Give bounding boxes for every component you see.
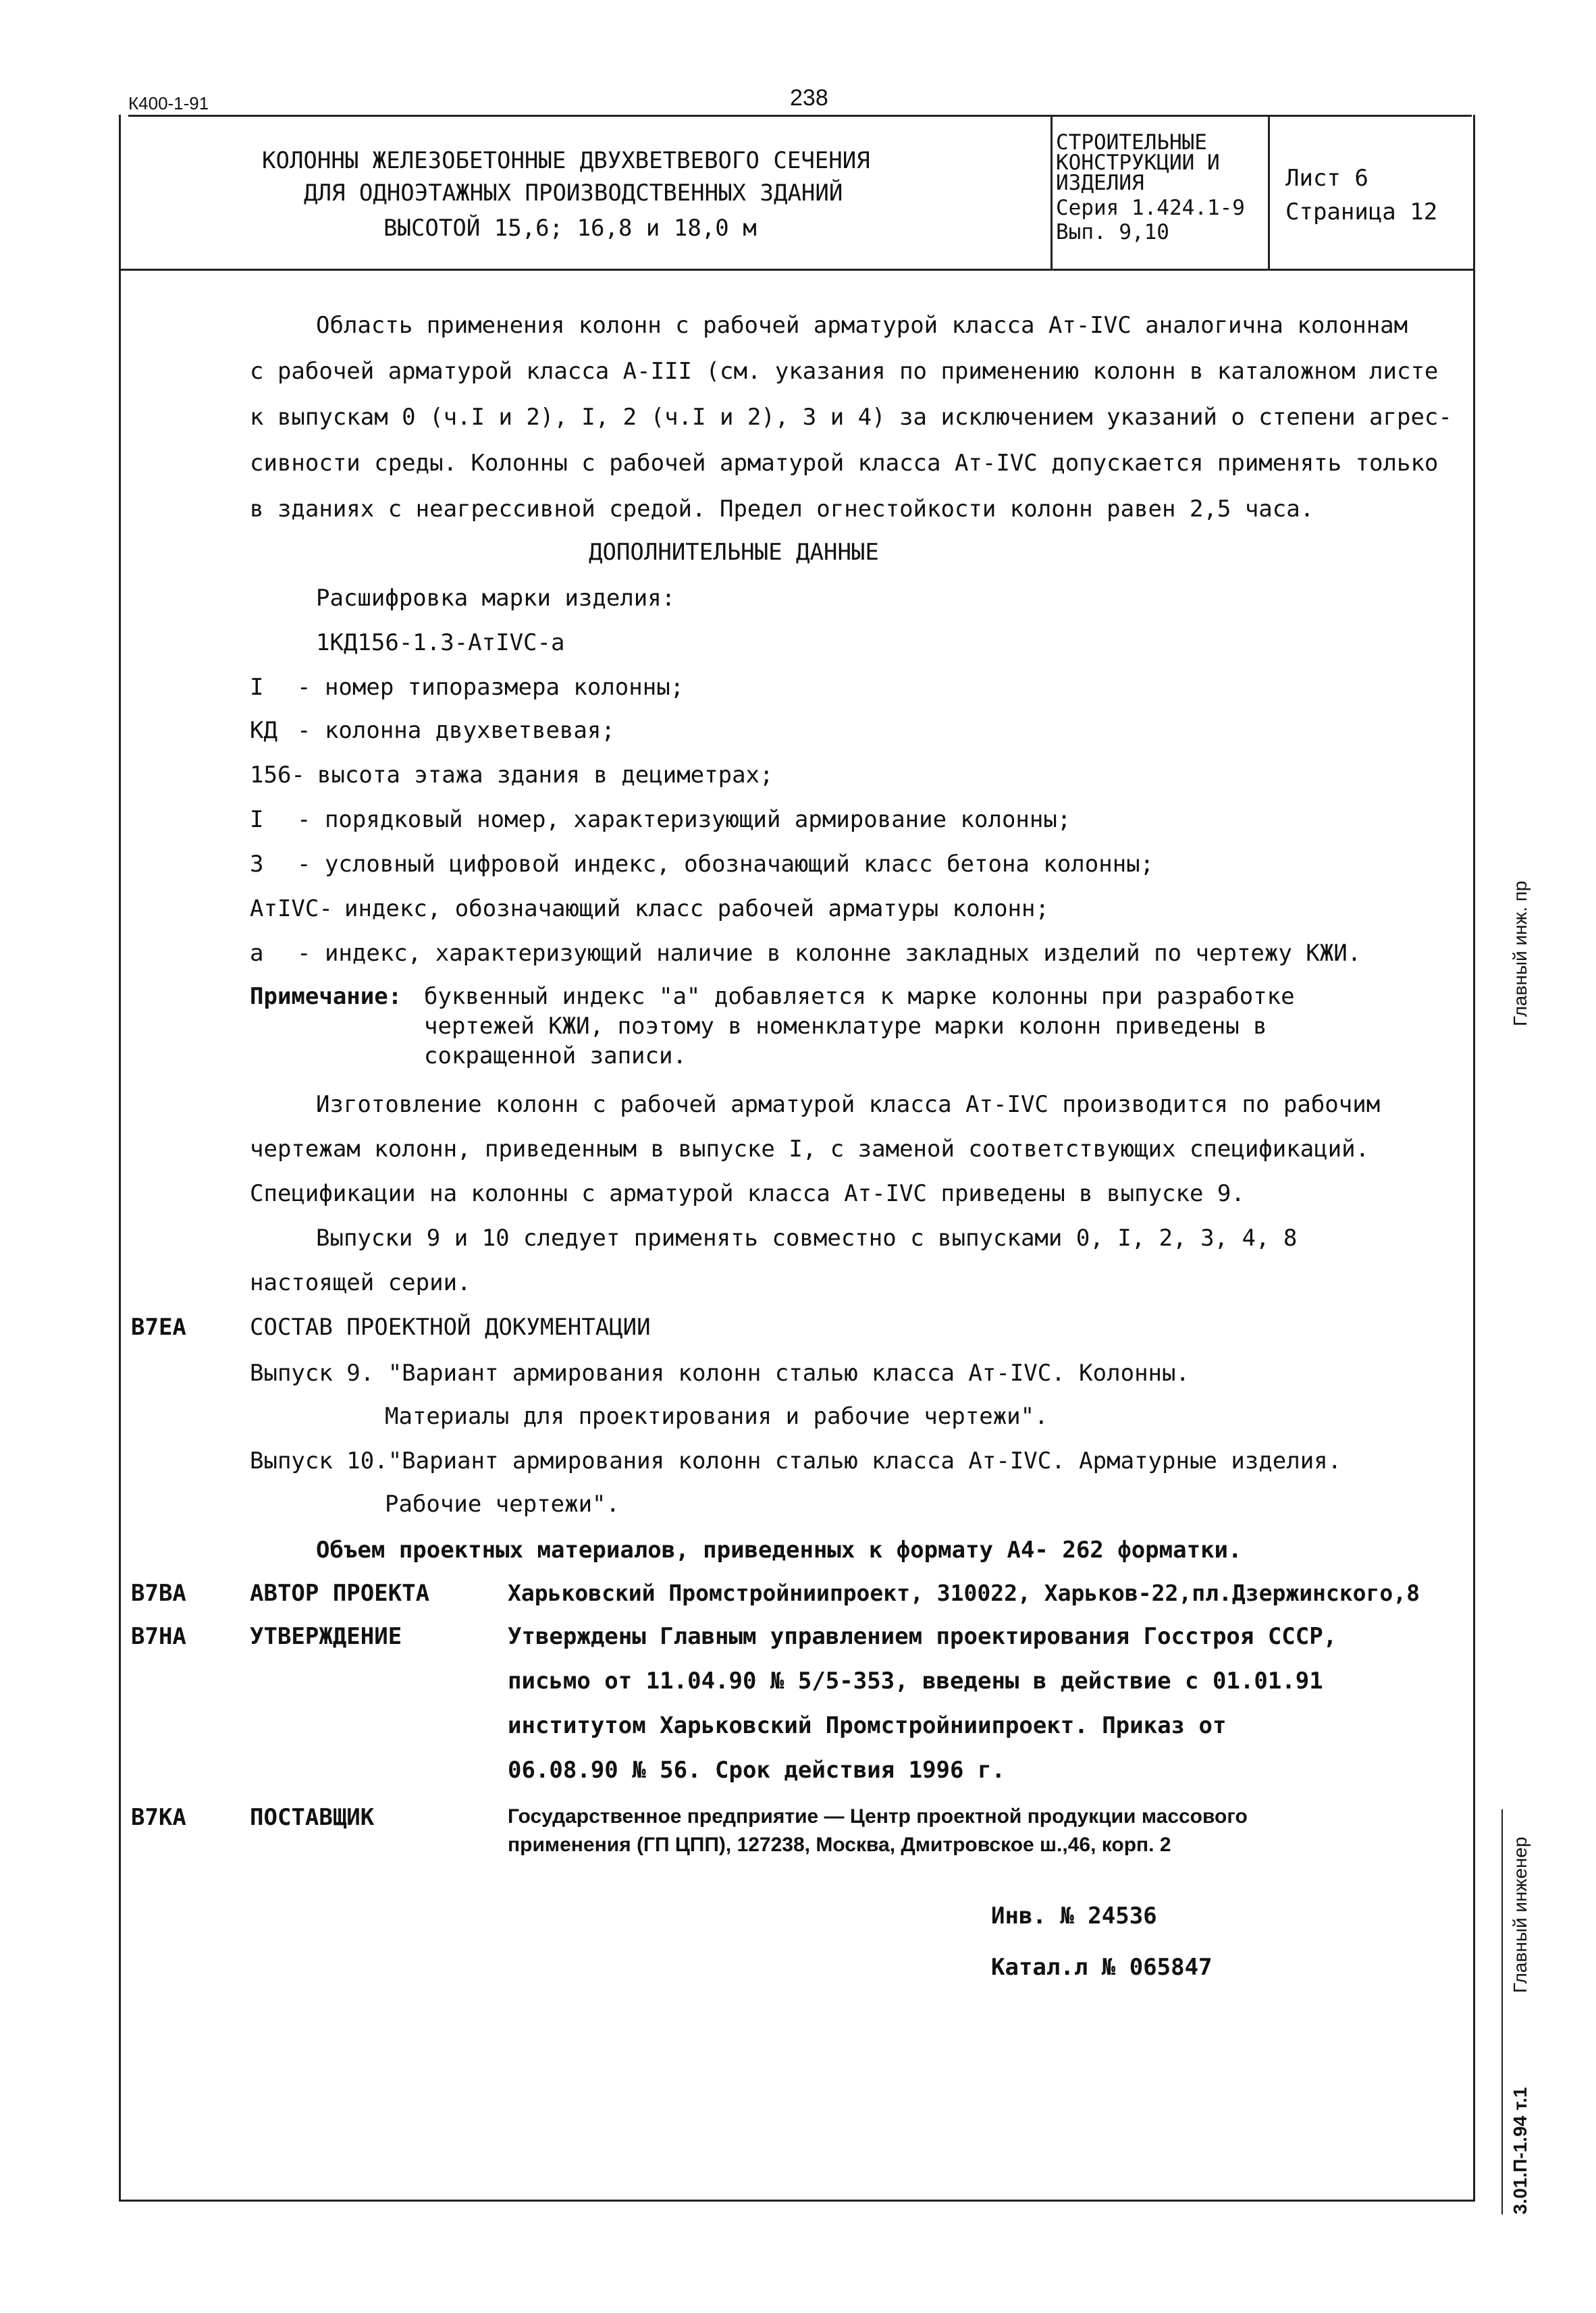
title-line: ДЛЯ ОДНОЭТАЖНЫХ ПРОИЗВОДСТВЕННЫХ ЗДАНИЙ (304, 180, 843, 207)
inventory-number: Инв. № 24536 (991, 1903, 1157, 1930)
doc-line: Рабочие чертежи". (385, 1491, 620, 1518)
header-divider-2 (1268, 115, 1270, 270)
frame-right-line (1473, 115, 1475, 2201)
decode-text: - номер типоразмера колонны; (297, 674, 685, 701)
mfg-line: Спецификации на колонны с арматурой класса Ат-IVС приведены в выпуске 9. (250, 1180, 1245, 1207)
decode-text: - колонна двухветвевая; (297, 717, 615, 744)
note-line: чертежей КЖИ, поэтому в номенклатуре марки колонн приведены в (424, 1013, 1267, 1040)
side-stamp: 3.01.П-1.94 т.1 (1510, 2087, 1531, 2214)
mfg-line: настоящей серии. (250, 1269, 471, 1296)
supplier-line: применения (ГП ЦПП), 127238, Москва, Дмитровское ш.,46, корп. 2 (508, 1834, 1171, 1856)
intro-line: сивности среды. Колонны с рабочей арматурой класса Ат-IVС допускается применять только (250, 450, 1439, 477)
mfg-line: чертежам колонн, приведенным в выпуске I, с заменой соответствующих спецификаций. (250, 1136, 1370, 1163)
author-value: Харьковский Промстройниипроект, 310022, Харьков-22,пл.Дзержинского,8 (508, 1580, 1420, 1606)
frame-top-line (128, 115, 1472, 117)
approval-line: письмо от 11.04.90 № 5/5-353, введены в действие с 01.01.91 (508, 1668, 1323, 1695)
section-code: В7НА (131, 1623, 186, 1650)
section-label: УТВЕРЖДЕНИЕ (250, 1623, 402, 1650)
decode-key: а (250, 940, 264, 967)
category-line: Вып. 9,10 (1056, 220, 1169, 244)
note-line: сокращенной записи. (424, 1042, 687, 1069)
intro-line: с рабочей арматурой класса А-III (см. указания по применению колонн в каталожном листе (250, 358, 1439, 385)
supplier-line: Государственное предприятие — Центр проектной продукции массового (508, 1805, 1248, 1828)
side-label-lower: Главный инженер (1510, 1836, 1531, 1993)
intro-line: в зданиях с неагрессивной средой. Предел огнестойкости колонн равен 2,5 часа. (250, 496, 1314, 523)
side-rule (1501, 1809, 1503, 2214)
decode-text: - условный цифровой индекс, обозначающий класс бетона колонны; (297, 851, 1154, 878)
approval-line: Утверждены Главным управлением проектирования Госстроя СССР, (508, 1623, 1337, 1650)
decode-text: - порядковый номер, характеризующий армирование колонны; (297, 806, 1071, 833)
decode-key: I (250, 674, 264, 701)
decode-key: 3 (250, 851, 264, 878)
category-line: Серия 1.424.1-9 (1056, 196, 1245, 220)
section-code: В7ЕА (131, 1314, 186, 1341)
sheet-label: Лист 6 (1285, 165, 1368, 192)
category-line: СТРОИТЕЛЬНЫЕ (1056, 130, 1207, 155)
page-number: 238 (790, 85, 828, 111)
approval-line: 06.08.90 № 56. Срок действия 1996 г. (508, 1757, 1005, 1784)
mfg-line: Изготовление колонн с рабочей арматурой класса Ат-IVС производится по рабочим (316, 1091, 1381, 1118)
note-line: буквенный индекс "а" добавляется к марке колонны при разработке (424, 983, 1295, 1010)
doc-line: Выпуск 9. "Вариант армирования колонн сталью класса Ат-IVС. Колонны. (250, 1360, 1190, 1387)
decode-key: АтIVС- (250, 895, 333, 922)
approval-line: институтом Харьковский Промстройниипроект. Приказ от (508, 1712, 1227, 1739)
doc-line: Объем проектных материалов, приведенных к формату А4- 262 форматки. (316, 1537, 1242, 1564)
category-line: КОНСТРУКЦИИ И (1056, 151, 1220, 175)
decode-text: - индекс, характеризующий наличие в колонне закладных изделий по чертежу КЖИ. (297, 940, 1362, 967)
header-bottom-line (119, 269, 1475, 271)
decode-label: Расшифровка марки изделия: (316, 585, 676, 612)
mfg-line: Выпуски 9 и 10 следует применять совместно с выпусками 0, I, 2, 3, 4, 8 (316, 1225, 1298, 1252)
decode-key: КД (250, 717, 277, 744)
page-label: Страница 12 (1285, 198, 1438, 225)
header-divider-1 (1050, 115, 1053, 270)
section-label: ПОСТАВЩИК (250, 1804, 375, 1831)
section-label: АВТОР ПРОЕКТА (250, 1580, 430, 1607)
category-line: ИЗДЕЛИЯ (1056, 171, 1144, 195)
catalog-sheet-number: Катал.л № 065847 (991, 1954, 1213, 1981)
section-code: В7КА (131, 1804, 186, 1831)
document-code: К400-1-91 (128, 93, 209, 113)
extra-heading: ДОПОЛНИТЕЛЬНЫЕ ДАННЫЕ (589, 539, 879, 566)
frame-left-line (119, 115, 121, 2201)
decode-text: индекс, обозначающий класс рабочей арматуры колонн; (344, 895, 1049, 922)
section-code: В7ВА (131, 1580, 186, 1607)
title-line: КОЛОННЫ ЖЕЛЕЗОБЕТОННЫЕ ДВУХВЕТВЕВОГО СЕЧЕНИЯ (262, 147, 870, 174)
intro-line: к выпускам 0 (ч.I и 2), I, 2 (ч.I и 2), 3 и 4) за исключением указаний о степени агрес- (250, 404, 1452, 431)
doc-line: Выпуск 10."Вариант армирования колонн сталью класса Ат-IVС. Арматурные изделия. (250, 1447, 1342, 1474)
decode-key: 156- (250, 762, 305, 789)
title-line: ВЫСОТОЙ 15,6; 16,8 и 18,0 м (383, 215, 757, 242)
section-label: СОСТАВ ПРОЕКТНОЙ ДОКУМЕНТАЦИИ (250, 1314, 651, 1341)
note-label: Примечание: (250, 983, 402, 1010)
doc-line: Материалы для проектирования и рабочие чертежи". (385, 1403, 1048, 1430)
decode-text: высота этажа здания в дециметрах; (317, 762, 774, 789)
product-mark: 1КД156-1.3-АтIVС-а (316, 629, 565, 656)
side-label-upper: Главный инж. пр (1510, 880, 1531, 1026)
decode-key: I (250, 806, 264, 833)
frame-bottom-line (119, 2200, 1475, 2202)
intro-line: Область применения колонн с рабочей арматурой класса Ат-IVС аналогична колоннам (316, 312, 1408, 339)
